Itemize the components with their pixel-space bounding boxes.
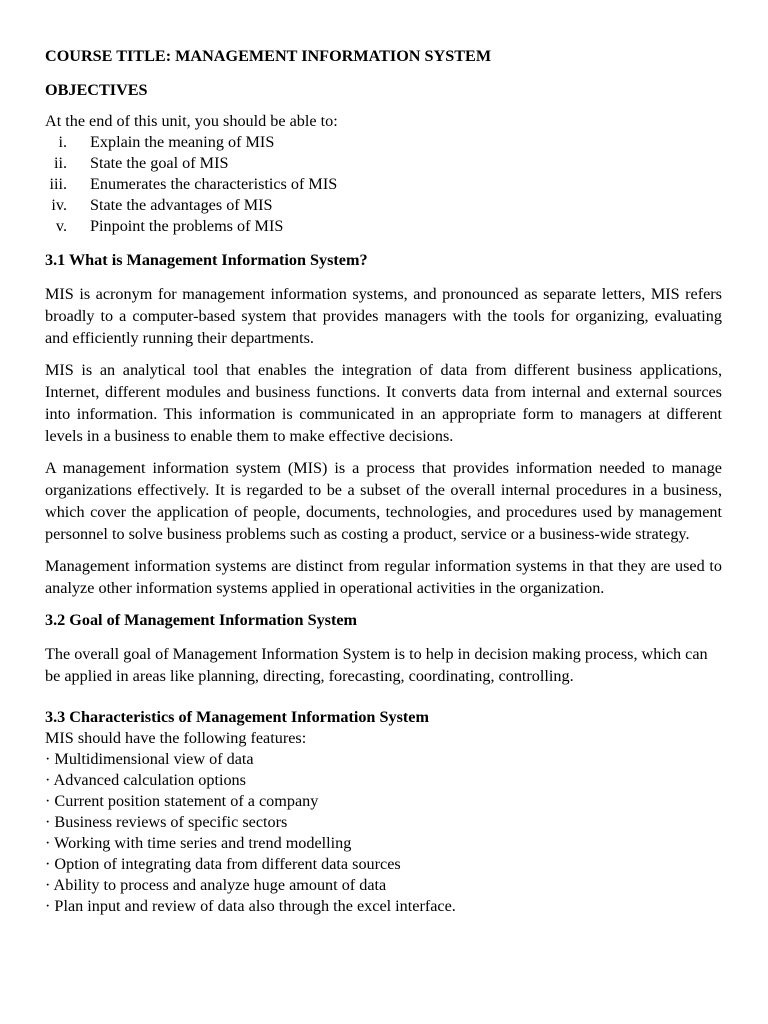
list-item bbox=[45, 174, 722, 195]
list-number: iii. bbox=[49, 175, 67, 193]
section-3-3-intro: MIS should have the following features: bbox=[45, 729, 307, 747]
list-item bbox=[45, 132, 722, 153]
list-item: · Plan input and review of data also through the excel interface. bbox=[45, 897, 456, 915]
list-item: · Working with time series and trend modelling bbox=[45, 834, 352, 852]
list-item: · Current position statement of a company bbox=[45, 792, 319, 810]
list-item-text: Enumerates the characteristics of MIS bbox=[90, 175, 338, 193]
section-3-1-paragraph: A management information system (MIS) is a process that provides information needed to manage organizations effectively. It is regarded to be a subset of the overall internal procedures in a business, which cover the application of people, documents, technologies, and procedures used by management personnel to solve business problems such as costing a product, service or a business-wide strategy. bbox=[45, 459, 722, 543]
section-3-1-paragraph: MIS is an analytical tool that enables the integration of data from different business applications, Internet, different modules and business functions. It converts data from internal and external sources into information. This information is communicated in an appropriate form to managers at different levels in a business to enable them to make effective decisions. bbox=[45, 361, 722, 445]
objectives-list bbox=[45, 132, 722, 237]
document-page bbox=[45, 45, 722, 917]
list-number: ii. bbox=[53, 154, 67, 172]
section-3-1-paragraph: Management information systems are distinct from regular information systems in that they are used to analyze other information systems applied in operational activities in the organization. bbox=[45, 557, 722, 597]
list-item bbox=[45, 195, 722, 216]
list-number: iv. bbox=[51, 196, 67, 214]
list-item: · Ability to process and analyze huge amount of data bbox=[45, 876, 387, 894]
objectives-heading: OBJECTIVES bbox=[45, 81, 148, 99]
section-3-2-paragraph: The overall goal of Management Information System is to help in decision making process, which can be applied in areas like planning, directing, forecasting, coordinating, controlling. bbox=[45, 645, 708, 685]
list-item bbox=[45, 216, 722, 237]
section-3-2-heading: 3.2 Goal of Management Information System bbox=[45, 611, 358, 629]
features-list bbox=[45, 749, 722, 917]
list-item: · Business reviews of specific sectors bbox=[45, 813, 288, 831]
list-number: v. bbox=[55, 217, 67, 235]
objectives-intro: At the end of this unit, you should be able to: bbox=[45, 112, 338, 130]
list-item: · Advanced calculation options bbox=[45, 771, 246, 789]
list-item bbox=[45, 153, 722, 174]
list-item-text: State the advantages of MIS bbox=[90, 196, 273, 214]
section-3-1-heading: 3.1 What is Management Information System? bbox=[45, 251, 368, 269]
list-number: i. bbox=[58, 133, 67, 151]
section-3-3-heading: 3.3 Characteristics of Management Information System bbox=[45, 708, 429, 726]
course-title: COURSE TITLE: MANAGEMENT INFORMATION SYSTEM bbox=[45, 47, 492, 65]
list-item-text: Explain the meaning of MIS bbox=[90, 133, 275, 151]
section-3-1-paragraph: MIS is acronym for management information systems, and pronounced as separate letters, MIS refers broadly to a computer-based system that provides managers with the tools for organizing, evaluating and efficiently running their departments. bbox=[45, 285, 722, 347]
list-item-text: State the goal of MIS bbox=[90, 154, 229, 172]
list-item: · Multidimensional view of data bbox=[45, 750, 254, 768]
list-item: · Option of integrating data from different data sources bbox=[45, 855, 401, 873]
list-item-text: Pinpoint the problems of MIS bbox=[90, 217, 284, 235]
